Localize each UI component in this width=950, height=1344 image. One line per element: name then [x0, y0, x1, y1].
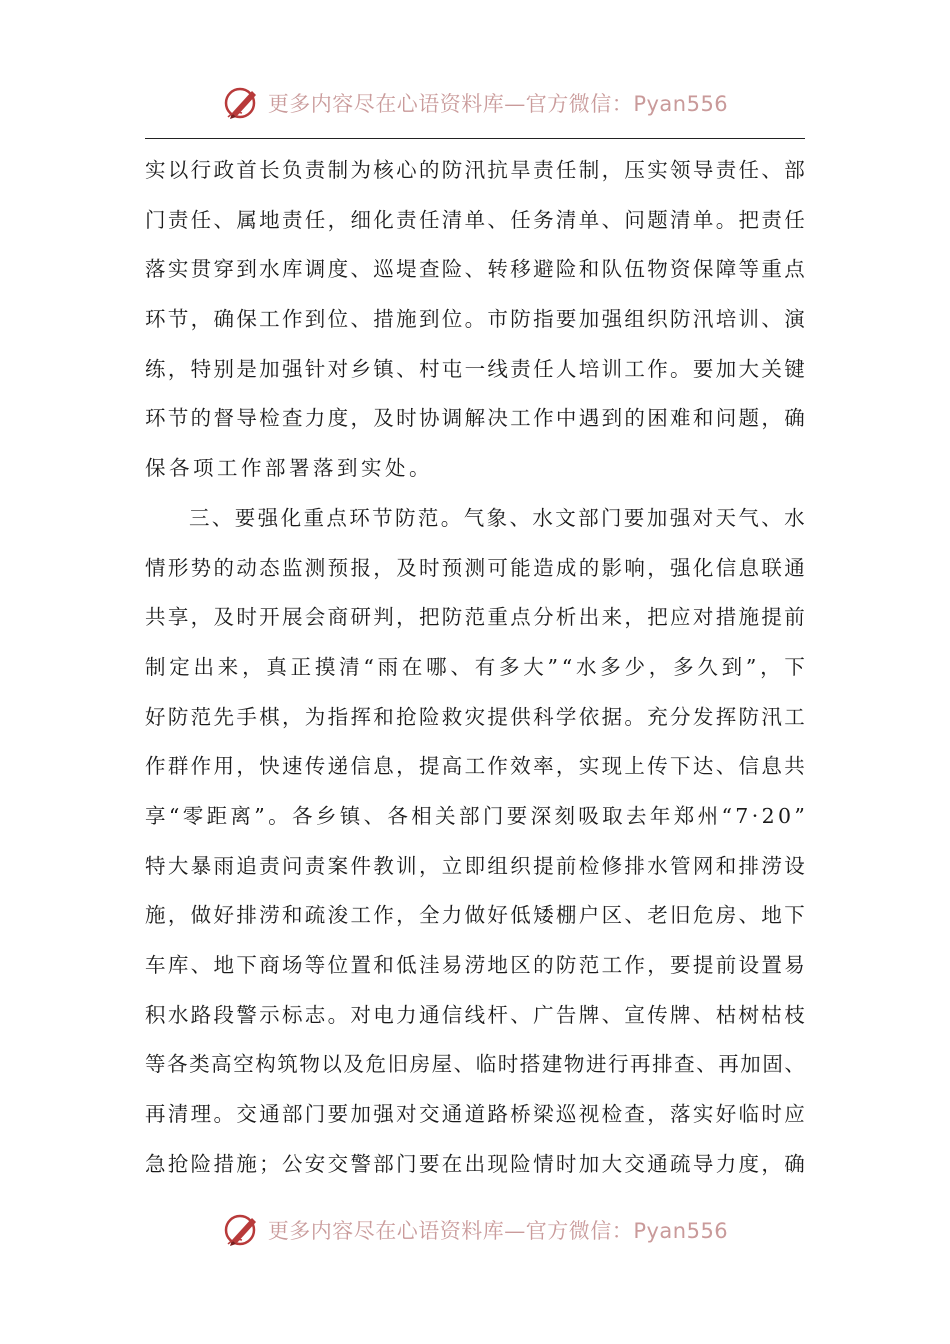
text-line: 等 各 类 高 空 构 筑 物 以 及 危 旧 房 屋 、 临 时 搭 建 物 进 行 再 排 查 、 再 加 固 、	[145, 1052, 805, 1077]
text-line: 环 节 ， 确 保 工 作 到 位 、 措 施 到 位 。 市 防 指 要 加 强 组 织 防 汛 培 训 、 演	[145, 307, 805, 332]
header-divider	[145, 138, 805, 139]
text-line: 实 以 行 政 首 长 负 责 制 为 核 心 的 防 汛 抗 旱 责 任 制 ， 压 实 领 导 责 任 、 部	[145, 158, 805, 182]
banner-wechat-id: Pyan556	[633, 92, 729, 116]
footer-banner	[0, 1205, 950, 1255]
text-line: 落 实 贯 穿 到 水 库 调 度 、 巡 堤 查 险 、 转 移 避 险 和 队 伍 物 资 保 障 等 重 点	[145, 257, 805, 282]
text-line: 门 责 任 、 属 地 责 任 ， 细 化 责 任 清 单 、 任 务 清 单 、 问 题 清 单 。 把 责 任	[145, 207, 805, 232]
text-line: 急 抢 险 措 施 ； 公 安 交 警 部 门 要 在 出 现 险 情 时 加 大 交 通 疏 导 力 度 ， 确	[145, 1151, 805, 1176]
text-line: 特 大 暴 雨 追 责 问 责 案 件 教 训 ， 立 即 组 织 提 前 检 修 排 水 管 网 和 排 涝 设	[145, 853, 805, 878]
text-line: 车 库 、 地 下 商 场 等 位 置 和 低 洼 易 涝 地 区 的 防 范 工 作 ， 要 提 前 设 置 易	[145, 953, 805, 977]
pen-logo-icon	[222, 83, 262, 123]
banner-wechat-id: Pyan556	[633, 1219, 729, 1243]
text-line: 环 节 的 督 导 检 查 力 度 ， 及 时 协 调 解 决 工 作 中 遇 到 的 困 难 和 问 题 ， 确	[145, 406, 805, 431]
text-line: 积 水 路 段 警 示 标 志 。 对 电 力 通 信 线 杆 、 广 告 牌 、 宣 传 牌 、 枯 树 枯 枝	[145, 1002, 805, 1027]
text-line: 作 群 作 用 ， 快 速 传 递 信 息 ， 提 高 工 作 效 率 ， 实 现 上 传 下 达 、 信 息 共	[145, 754, 805, 779]
text-line: 情 形 势 的 动 态 监 测 预 报 ， 及 时 预 测 可 能 造 成 的 影 响 ， 强 化 信 息 联 通	[145, 555, 805, 580]
header-banner	[0, 78, 950, 128]
pen-logo-icon	[222, 1210, 262, 1250]
text-line: 三 、 要 强 化 重 点 环 节 防 范 。 气 象 、 水 文 部 门 要 加 强 对 天 气 、 水	[189, 505, 805, 530]
text-line: 再 清 理 。 交 通 部 门 要 加 强 对 交 通 道 路 桥 梁 巡 视 检 查 ， 落 实 好 临 时 应	[145, 1102, 805, 1127]
banner-cn-text: 更多内容尽在心语资料库—官方微信：	[267, 92, 634, 116]
text-line: 保 各 项 工 作 部 署 落 到 实 处 。	[145, 456, 433, 481]
banner-cn-text: 更多内容尽在心语资料库—官方微信：	[267, 1219, 634, 1243]
document-body	[145, 146, 805, 1189]
text-line: 练 ， 特 别 是 加 强 针 对 乡 镇 、 村 屯 一 线 责 任 人 培 训 工 作 。 要 加 大 关 键	[145, 356, 805, 381]
text-line: 享 “ 零 距 离 ” 。 各 乡 镇 、 各 相 关 部 门 要 深 刻 吸 取 去 年 郑 州 “ 7 · 2 0 ”	[145, 803, 805, 828]
text-line: 好 防 范 先 手 棋 ， 为 指 挥 和 抢 险 救 灾 提 供 科 学 依 据 。 充 分 发 挥 防 汛 工	[145, 704, 805, 729]
banner-text	[268, 88, 728, 118]
banner-text	[268, 1215, 728, 1245]
text-line: 施 ， 做 好 排 涝 和 疏 浚 工 作 ， 全 力 做 好 低 矮 棚 户 区 、 老 旧 危 房 、 地 下	[145, 903, 805, 928]
text-line: 制 定 出 来 ， 真 正 摸 清 “ 雨 在 哪 、 有 多 大 ” “ 水 多 少 ， 多 久 到 ” ， 下	[145, 654, 805, 679]
text-line: 共 享 ， 及 时 开 展 会 商 研 判 ， 把 防 范 重 点 分 析 出 来 ， 把 应 对 措 施 提 前	[145, 605, 805, 630]
